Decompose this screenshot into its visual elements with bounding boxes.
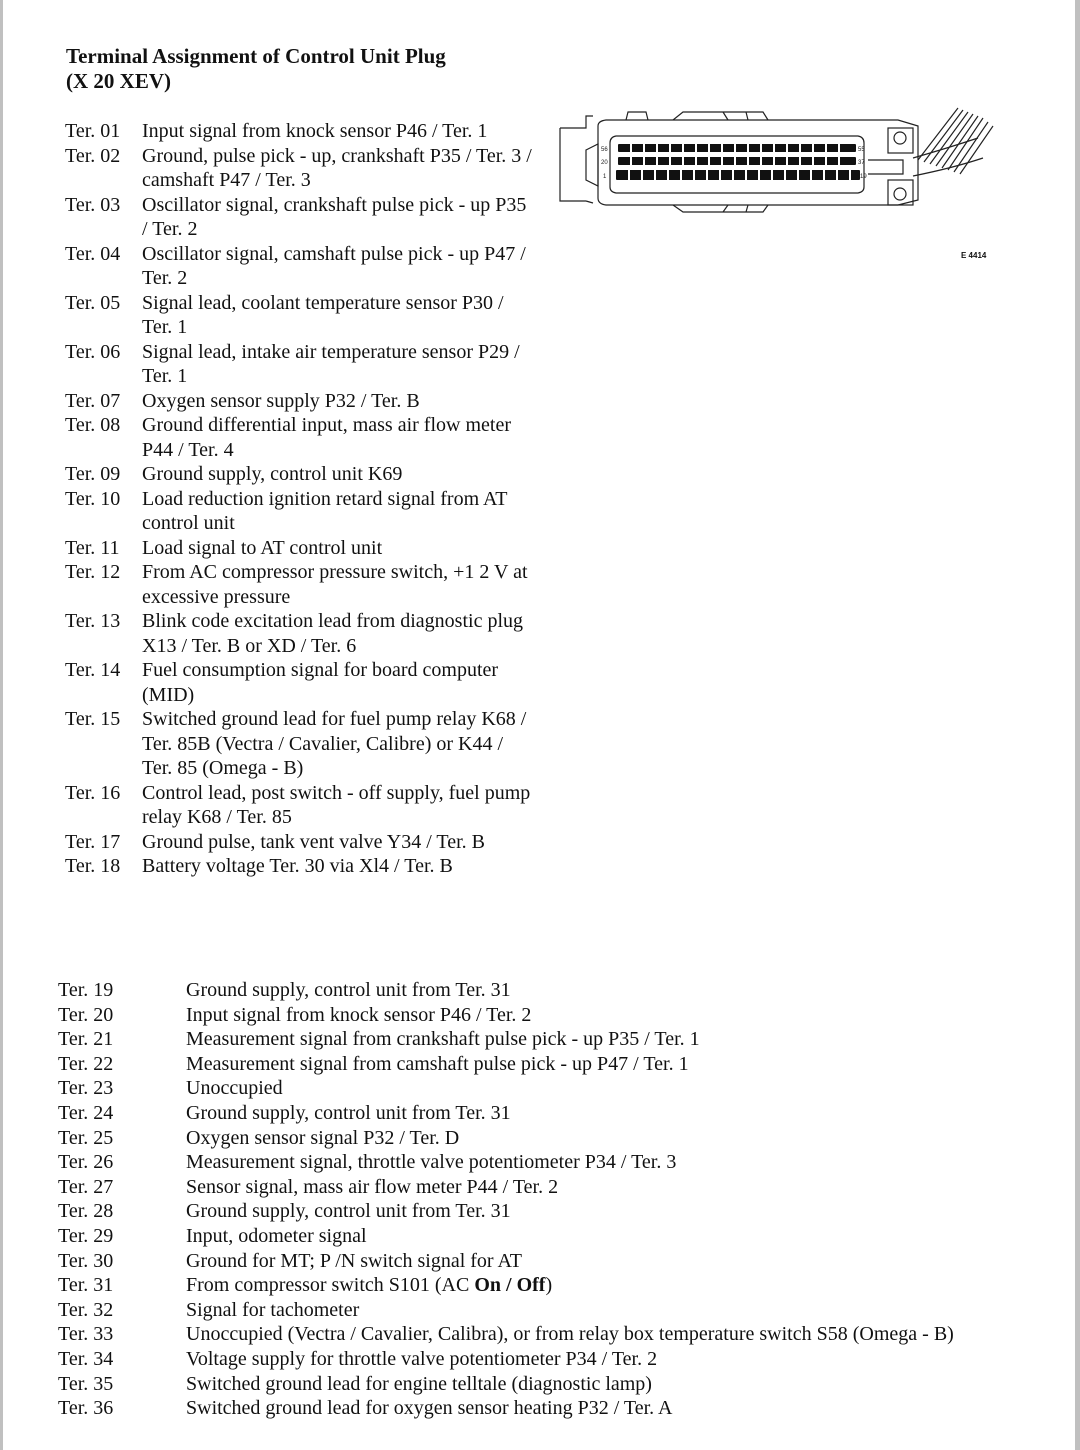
terminal-number: Ter. 36 bbox=[58, 1397, 114, 1420]
wire-harness-outline bbox=[913, 138, 983, 176]
mount-bracket-bottom bbox=[888, 180, 913, 205]
description-suffix: ) bbox=[545, 1274, 553, 1297]
terminal-description: Load reduction ignition retard signal from AT control unit bbox=[142, 487, 508, 534]
terminal-description: Signal for tachometer bbox=[186, 1298, 360, 1321]
terminal-description: Ground supply, control unit K69 bbox=[142, 463, 403, 485]
mount-hole-bottom bbox=[894, 188, 906, 200]
terminal-description: Oscillator signal, crankshaft pulse pick - up P35 / Ter. 2 bbox=[142, 193, 527, 240]
terminal-row bbox=[58, 1372, 1018, 1397]
ac-off-label: Off bbox=[516, 1274, 546, 1297]
terminal-number: Ter. 05 bbox=[65, 291, 121, 314]
wire-harness-lines bbox=[918, 108, 993, 174]
terminal-row bbox=[58, 1322, 1018, 1347]
terminal-description: Ground differential input, mass air flow meter P44 / Ter. 4 bbox=[142, 414, 511, 461]
terminal-row bbox=[65, 536, 535, 561]
pin-label-55: 55 bbox=[858, 147, 865, 153]
terminal-number: Ter. 32 bbox=[58, 1298, 114, 1321]
pin-label-56: 56 bbox=[601, 147, 608, 153]
terminal-number: Ter. 01 bbox=[65, 120, 121, 142]
terminal-description: Blink code excitation lead from diagnostic plug X13 / Ter. B or XD / Ter. 6 bbox=[142, 610, 524, 657]
terminal-row bbox=[58, 1175, 1018, 1200]
terminal-row bbox=[65, 144, 535, 193]
terminal-description bbox=[186, 1273, 1018, 1298]
title-line-1: Terminal Assignment of Control Unit Plug bbox=[66, 44, 446, 68]
title-line-2: (X 20 XEV) bbox=[66, 69, 171, 93]
terminal-description: Oxygen sensor signal P32 / Ter. D bbox=[186, 1126, 460, 1149]
terminal-number: Ter. 22 bbox=[58, 1052, 114, 1075]
terminal-number: Ter. 15 bbox=[65, 708, 121, 730]
terminal-description: Ground supply, control unit from Ter. 31 bbox=[186, 1200, 511, 1223]
terminal-row bbox=[65, 291, 535, 340]
ac-on-label: On / bbox=[474, 1274, 517, 1297]
terminal-description: Oxygen sensor supply P32 / Ter. B bbox=[142, 389, 420, 412]
terminal-row bbox=[65, 462, 535, 487]
terminal-row bbox=[58, 1224, 1018, 1249]
pin-label-37: 37 bbox=[858, 160, 865, 166]
terminal-number: Ter. 35 bbox=[58, 1372, 114, 1395]
terminal-description: Switched ground lead for engine telltale (diagnostic lamp) bbox=[186, 1372, 652, 1395]
terminal-number: Ter. 29 bbox=[58, 1224, 114, 1247]
plug-top-ridge bbox=[626, 112, 768, 120]
terminal-row bbox=[58, 978, 1018, 1003]
terminal-row bbox=[58, 1199, 1018, 1224]
terminal-row bbox=[58, 1150, 1018, 1175]
plug-left-latch bbox=[560, 116, 593, 203]
pin-label-1: 1 bbox=[603, 174, 607, 180]
terminal-row bbox=[65, 242, 535, 291]
terminal-number: Ter. 26 bbox=[58, 1151, 114, 1174]
terminal-row bbox=[58, 1298, 1018, 1323]
terminal-row bbox=[65, 193, 535, 242]
terminal-description: Input signal from knock sensor P46 / Ter. 2 bbox=[186, 1003, 532, 1026]
terminal-description: Control lead, post switch - off supply, fuel pump relay K68 / Ter. 85 bbox=[142, 781, 531, 828]
terminal-number: Ter. 16 bbox=[65, 781, 121, 804]
terminal-row bbox=[65, 340, 535, 389]
terminal-number: Ter. 07 bbox=[65, 389, 121, 412]
terminal-description: Signal lead, intake air temperature sensor P29 / Ter. 1 bbox=[142, 340, 520, 387]
terminal-row bbox=[65, 707, 535, 781]
terminal-description: Switched ground lead for oxygen sensor heating P32 / Ter. A bbox=[186, 1397, 673, 1420]
terminal-row bbox=[58, 1126, 1018, 1151]
terminal-description: Measurement signal from crankshaft pulse pick - up P35 / Ter. 1 bbox=[186, 1028, 700, 1051]
pin-label-19: 19 bbox=[860, 174, 867, 180]
terminal-number: Ter. 13 bbox=[65, 610, 121, 632]
terminal-row bbox=[58, 1027, 1018, 1052]
plug-bottom-ridge bbox=[673, 205, 768, 212]
terminal-number: Ter. 11 bbox=[65, 536, 120, 559]
terminal-row bbox=[58, 1273, 1018, 1298]
terminal-description: Measurement signal, throttle valve potentiometer P34 / Ter. 3 bbox=[186, 1151, 677, 1174]
plug-lock-bar bbox=[868, 160, 903, 174]
terminal-description: Input signal from knock sensor P46 / Ter. 1 bbox=[142, 120, 488, 142]
terminal-number: Ter. 10 bbox=[65, 487, 121, 510]
terminal-number: Ter. 19 bbox=[58, 979, 114, 1001]
terminal-description: Ground pulse, tank vent valve Y34 / Ter. B bbox=[142, 830, 485, 853]
terminal-description: Unoccupied (Vectra / Cavalier, Calibra), or from relay box temperature switch S58 (Omega - B) bbox=[186, 1323, 954, 1346]
description-text: From compressor switch S101 (AC bbox=[186, 1274, 475, 1297]
terminal-row bbox=[58, 1249, 1018, 1274]
terminal-description: Ground for MT; P /N switch signal for AT bbox=[186, 1249, 522, 1272]
terminal-row bbox=[58, 1052, 1018, 1077]
connector-plug-diagram bbox=[558, 88, 1003, 218]
terminal-number: Ter. 14 bbox=[65, 659, 121, 681]
terminal-number: Ter. 08 bbox=[65, 414, 121, 436]
pin-label-20: 20 bbox=[601, 160, 608, 166]
terminal-list-part1 bbox=[65, 119, 535, 879]
terminal-row bbox=[65, 781, 535, 830]
terminal-row bbox=[65, 119, 535, 144]
terminal-row bbox=[58, 1347, 1018, 1372]
terminal-number: Ter. 18 bbox=[65, 855, 121, 877]
terminal-number: Ter. 23 bbox=[58, 1077, 114, 1100]
terminal-number: Ter. 12 bbox=[65, 561, 121, 583]
terminal-row bbox=[58, 1101, 1018, 1126]
terminal-number: Ter. 25 bbox=[58, 1126, 114, 1149]
terminal-row bbox=[65, 830, 535, 855]
terminal-description: Input, odometer signal bbox=[186, 1224, 367, 1247]
mount-hole-top bbox=[894, 132, 906, 144]
terminal-number: Ter. 33 bbox=[58, 1323, 114, 1346]
terminal-description: Oscillator signal, camshaft pulse pick - up P47 / Ter. 2 bbox=[142, 242, 526, 289]
terminal-number: Ter. 02 bbox=[65, 144, 121, 167]
terminal-row bbox=[65, 658, 535, 707]
terminal-number: Ter. 04 bbox=[65, 242, 121, 265]
plug-left-tab bbox=[586, 144, 598, 186]
terminal-row bbox=[65, 560, 535, 609]
terminal-number: Ter. 30 bbox=[58, 1249, 114, 1272]
terminal-number: Ter. 24 bbox=[58, 1101, 114, 1124]
terminal-number: Ter. 03 bbox=[65, 193, 121, 216]
terminal-description: Switched ground lead for fuel pump relay K68 / Ter. 85B (Vectra / Cavalier, Calibre) or K44 / Ter. 85 (Omega - B) bbox=[142, 708, 527, 779]
terminal-number: Ter. 31 bbox=[58, 1274, 114, 1297]
terminal-row bbox=[65, 609, 535, 658]
terminal-number: Ter. 17 bbox=[65, 830, 121, 853]
terminal-description: From AC compressor pressure switch, +1 2 V at excessive pressure bbox=[142, 561, 528, 608]
terminal-row bbox=[65, 389, 535, 414]
terminal-list-part2 bbox=[58, 978, 1018, 1421]
terminal-description: Battery voltage Ter. 30 via Xl4 / Ter. B bbox=[142, 855, 453, 877]
terminal-number: Ter. 21 bbox=[58, 1028, 114, 1051]
terminal-row bbox=[65, 413, 535, 462]
terminal-row bbox=[65, 854, 535, 879]
terminal-description: Sensor signal, mass air flow meter P44 / Ter. 2 bbox=[186, 1175, 559, 1198]
terminal-number: Ter. 34 bbox=[58, 1347, 114, 1370]
terminal-description: Unoccupied bbox=[186, 1077, 283, 1100]
terminal-number: Ter. 20 bbox=[58, 1003, 114, 1026]
terminal-number: Ter. 27 bbox=[58, 1175, 114, 1198]
terminal-row bbox=[65, 487, 535, 536]
terminal-description: Signal lead, coolant temperature sensor P30 / Ter. 1 bbox=[142, 291, 504, 338]
terminal-number: Ter. 28 bbox=[58, 1200, 114, 1223]
terminal-description: Measurement signal from camshaft pulse pick - up P47 / Ter. 1 bbox=[186, 1052, 689, 1075]
terminal-description: Ground, pulse pick - up, crankshaft P35 / Ter. 3 / camshaft P47 / Ter. 3 bbox=[142, 144, 532, 191]
document-title bbox=[66, 44, 446, 94]
terminal-description: Voltage supply for throttle valve potentiometer P34 / Ter. 2 bbox=[186, 1347, 658, 1370]
terminal-row bbox=[58, 1076, 1018, 1101]
terminal-number: Ter. 06 bbox=[65, 340, 121, 363]
terminal-description: Fuel consumption signal for board computer (MID) bbox=[142, 659, 499, 706]
terminal-row bbox=[58, 1396, 1018, 1421]
terminal-description: Load signal to AT control unit bbox=[142, 536, 383, 559]
terminal-description: Ground supply, control unit from Ter. 31 bbox=[186, 979, 511, 1001]
document-page bbox=[3, 0, 1075, 1450]
terminal-description: Ground supply, control unit from Ter. 31 bbox=[186, 1101, 511, 1124]
figure-label: E 4414 bbox=[961, 251, 987, 260]
terminal-number: Ter. 09 bbox=[65, 463, 121, 485]
terminal-row bbox=[58, 1003, 1018, 1028]
